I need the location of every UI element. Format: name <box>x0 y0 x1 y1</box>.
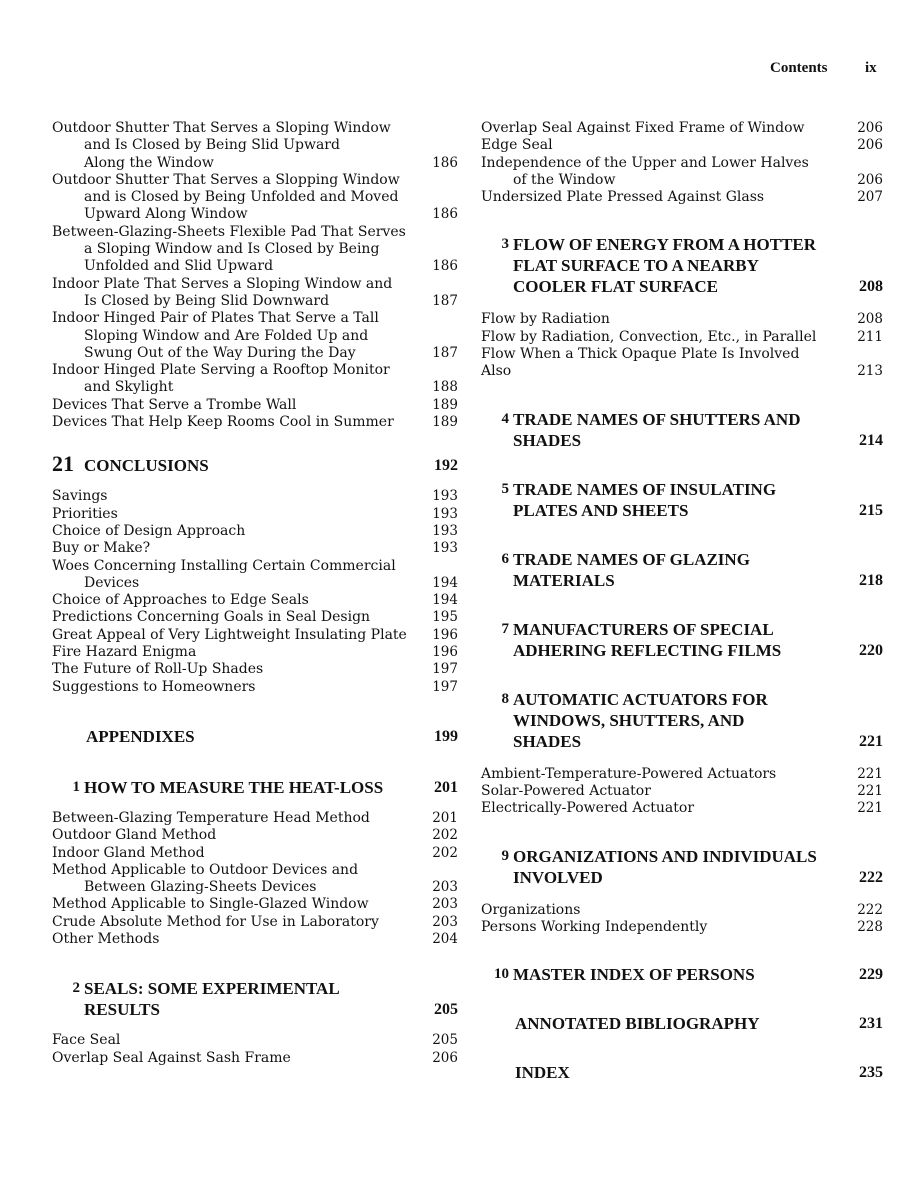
section-title-line: CONCLUSIONS <box>84 456 209 476</box>
section-title-line: TRADE NAMES OF GLAZING <box>513 549 750 569</box>
page-number: 199 <box>434 727 458 745</box>
toc-entry-title-line: Solar-Powered Actuator <box>481 782 651 799</box>
toc-section-heading <box>481 1013 883 1034</box>
toc-entry <box>481 120 883 137</box>
page-number: 197 <box>432 661 458 678</box>
toc-entry-title-line: Overlap Seal Against Fixed Frame of Window <box>481 120 805 136</box>
toc-entry-title-line: Between Glazing-Sheets Devices <box>84 879 317 896</box>
toc-entry-title-line: Persons Working Independently <box>481 918 708 935</box>
toc-entry-title-line: Method Applicable to Outdoor Devices and <box>52 861 359 878</box>
toc-entry-title-line: Devices That Help Keep Rooms Cool in Summer <box>52 414 394 431</box>
toc-entry-title-line: Other Methods <box>52 930 160 947</box>
toc-entry-title-line: Upward Along Window <box>84 206 248 223</box>
toc-entry <box>481 919 883 936</box>
toc-entry <box>52 810 458 827</box>
page-number: 208 <box>859 278 883 296</box>
page-number: 193 <box>432 522 458 539</box>
toc-entry <box>52 661 458 678</box>
toc-entry <box>52 558 458 593</box>
toc-entry-title-line: Swung Out of the Way During the Day <box>84 344 356 361</box>
toc-entry-title-line: Crude Absolute Method for Use in Laboratory <box>52 913 379 930</box>
toc-entry-title-line: Organizations <box>481 901 581 918</box>
toc-entry <box>52 362 458 397</box>
page-number: 221 <box>859 732 883 750</box>
page-number: 193 <box>432 488 458 505</box>
page-number: 193 <box>432 540 458 557</box>
toc-section-heading <box>52 978 458 1020</box>
section-title-line: TRADE NAMES OF INSULATING <box>513 479 777 499</box>
section-title-line: HOW TO MEASURE THE HEAT-LOSS <box>84 777 384 797</box>
section-number: 6 <box>501 550 509 567</box>
section-title-line: INVOLVED <box>513 867 603 887</box>
toc-entry-title-line: Is Closed by Being Slid Downward <box>84 292 330 309</box>
toc-section-heading <box>52 726 458 747</box>
page-number: 203 <box>432 879 458 896</box>
page-number: 206 <box>857 171 883 188</box>
toc-entry-title-line: Predictions Concerning Goals in Seal Design <box>52 609 371 626</box>
section-title-line: SHADES <box>513 430 582 450</box>
toc-entry <box>52 488 458 505</box>
toc-entry <box>52 224 458 276</box>
toc-section-heading <box>481 234 883 297</box>
toc-entry-title-line: Flow by Radiation <box>481 311 610 328</box>
toc-entry-title-line: Edge Seal <box>481 137 553 154</box>
section-title-line: MANUFACTURERS OF SPECIAL <box>513 619 774 639</box>
section-title-line: MASTER INDEX OF PERSONS <box>513 965 755 985</box>
section-title-line: ADHERING REFLECTING FILMS <box>513 640 782 660</box>
toc-entry <box>481 346 883 381</box>
page-number: 205 <box>434 1001 458 1019</box>
toc-entry-title-line: Between-Glazing-Sheets Flexible Pad That Serves <box>52 223 406 240</box>
toc-section-heading <box>481 846 883 888</box>
page-number: 208 <box>857 311 883 328</box>
section-title-line: SEALS: SOME EXPERIMENTAL <box>84 979 340 999</box>
section-number: 8 <box>501 690 509 707</box>
toc-entry-title-line: Flow by Radiation, Convection, Etc., in Parallel <box>481 328 817 345</box>
section-number: 2 <box>72 980 80 997</box>
toc-entry <box>481 902 883 919</box>
toc-section-heading <box>481 689 883 752</box>
header-page-number: ix <box>865 60 877 76</box>
toc-entry <box>52 896 458 913</box>
toc-entry-title-line: and Is Closed by Being Slid Upward <box>84 137 340 154</box>
section-title-line: FLAT SURFACE TO A NEARBY <box>513 256 759 276</box>
page-number: 197 <box>432 678 458 695</box>
toc-entry-title-line: Outdoor Gland Method <box>52 827 217 844</box>
toc-entry-title-line: Great Appeal of Very Lightweight Insulating Plate <box>52 626 407 643</box>
section-number: 4 <box>501 410 509 427</box>
toc-entry-title-line: Choice of Approaches to Edge Seals <box>52 592 309 609</box>
section-title-line: RESULTS <box>84 1000 160 1020</box>
page-number: 202 <box>432 844 458 861</box>
page-number: 205 <box>432 1032 458 1049</box>
toc-entry-title-line: and Skylight <box>84 379 174 396</box>
page-number: 187 <box>432 292 458 309</box>
toc-entry <box>52 506 458 523</box>
toc-entry-title-line: of the Window <box>513 171 616 188</box>
toc-entry <box>52 1032 458 1049</box>
toc-entry <box>52 120 458 172</box>
page-number: 196 <box>432 626 458 643</box>
page-number: 201 <box>434 778 458 796</box>
page-number: 215 <box>859 501 883 519</box>
toc-entry <box>52 644 458 661</box>
toc-entry-title-line: Indoor Hinged Plate Serving a Rooftop Monitor <box>52 362 390 379</box>
page-number: 194 <box>432 574 458 591</box>
toc-entry <box>52 609 458 626</box>
toc-entry-title-line: Outdoor Shutter That Serves a Slopping Window <box>52 171 400 188</box>
toc-entry <box>481 137 883 154</box>
page-number: 222 <box>857 901 883 918</box>
toc-entry <box>52 679 458 696</box>
page-number: 203 <box>432 896 458 913</box>
page-number: 194 <box>432 592 458 609</box>
section-title-line: ANNOTATED BIBLIOGRAPHY <box>515 1014 760 1034</box>
page-number: 189 <box>432 414 458 431</box>
toc-entry-title-line: Indoor Plate That Serves a Sloping Window and <box>52 275 393 292</box>
toc-entry-title-line: Choice of Design Approach <box>52 522 246 539</box>
page-number: 220 <box>859 641 883 659</box>
toc-entry <box>52 397 458 414</box>
page-number: 222 <box>859 868 883 886</box>
page-number: 221 <box>857 765 883 782</box>
toc-entry <box>481 783 883 800</box>
page-number: 231 <box>859 1015 883 1033</box>
toc-entry-title-line: Ambient-Temperature-Powered Actuators <box>481 765 777 782</box>
toc-entry <box>52 540 458 557</box>
header-title: Contents <box>770 60 828 76</box>
page-number: 201 <box>432 809 458 826</box>
toc-entry <box>481 766 883 783</box>
toc-entry-title-line: Buy or Make? <box>52 540 151 557</box>
toc-entry <box>52 523 458 540</box>
page-number: 196 <box>432 644 458 661</box>
toc-entry <box>52 862 458 897</box>
page-number: 187 <box>432 344 458 361</box>
page-number: 206 <box>857 137 883 154</box>
toc-entry-title-line: Sloping Window and Are Folded Up and <box>84 327 369 344</box>
toc-entry-title-line: Method Applicable to Single-Glazed Window <box>52 896 369 913</box>
page-number: 229 <box>859 966 883 984</box>
toc-entry-title-line: Flow When a Thick Opaque Plate Is Involved Also <box>481 346 800 380</box>
toc-section-heading <box>481 1062 883 1083</box>
section-number: 5 <box>501 480 509 497</box>
toc-entry-title-line: a Sloping Window and Is Closed by Being <box>84 241 380 258</box>
section-number: 9 <box>501 847 509 864</box>
section-number: 1 <box>72 778 80 795</box>
toc-entry-title-line: Savings <box>52 488 108 505</box>
toc-entry-title-line: Undersized Plate Pressed Against Glass <box>481 189 765 206</box>
toc-entry-title-line: Between-Glazing Temperature Head Method <box>52 809 370 826</box>
toc-section-heading <box>481 549 883 591</box>
page-number: 204 <box>432 930 458 947</box>
section-number: 7 <box>501 620 509 637</box>
page-number: 206 <box>432 1049 458 1066</box>
section-title-line: INDEX <box>515 1063 570 1083</box>
toc-left-column <box>52 120 458 1067</box>
toc-entry <box>481 329 883 346</box>
section-title-line: WINDOWS, SHUTTERS, AND <box>513 710 745 730</box>
toc-entry-title-line: Independence of the Upper and Lower Halves <box>481 154 809 171</box>
toc-entry-title-line: and is Closed by Being Unfolded and Moved <box>84 189 399 206</box>
page-number: 214 <box>859 431 883 449</box>
page-number: 189 <box>432 396 458 413</box>
toc-entry <box>52 931 458 948</box>
section-title-line: FLOW OF ENERGY FROM A HOTTER <box>513 235 817 255</box>
toc-entry-title-line: Woes Concerning Installing Certain Commercial <box>52 557 396 574</box>
page-number: 228 <box>857 918 883 935</box>
section-number: 10 <box>494 966 509 983</box>
toc-entry <box>52 845 458 862</box>
page-number: 192 <box>434 457 458 475</box>
toc-entry <box>481 311 883 328</box>
toc-entry <box>481 189 883 206</box>
toc-entry-title-line: Priorities <box>52 505 118 522</box>
section-title-line: SHADES <box>513 731 582 751</box>
toc-entry <box>52 414 458 431</box>
toc-entry <box>481 800 883 817</box>
page-number: 206 <box>857 120 883 136</box>
section-number: 21 <box>52 451 74 477</box>
page-number: 213 <box>857 363 883 380</box>
toc-entry-title-line: Indoor Gland Method <box>52 844 205 861</box>
toc-entry-title-line: Suggestions to Homeowners <box>52 678 256 695</box>
toc-section-heading <box>52 451 458 477</box>
page-number: 186 <box>432 154 458 171</box>
page-number: 221 <box>857 782 883 799</box>
page-number: 195 <box>432 609 458 626</box>
toc-entry <box>52 627 458 644</box>
page-number: 186 <box>432 206 458 223</box>
page-number: 186 <box>432 258 458 275</box>
toc-entry-title-line: The Future of Roll-Up Shades <box>52 661 264 678</box>
page-number: 202 <box>432 827 458 844</box>
toc-entry-title-line: Devices <box>84 574 140 591</box>
toc-right-column <box>481 120 883 1097</box>
toc-entry-title-line: Electrically-Powered Actuator <box>481 800 695 817</box>
toc-entry-title-line: Indoor Hinged Pair of Plates That Serve a Tall <box>52 310 379 327</box>
section-title-line: AUTOMATIC ACTUATORS FOR <box>513 689 768 709</box>
page-number: 203 <box>432 913 458 930</box>
toc-entry-title-line: Fire Hazard Enigma <box>52 644 197 661</box>
toc-entry-title-line: Overlap Seal Against Sash Frame <box>52 1049 291 1066</box>
section-number: 3 <box>501 236 509 253</box>
section-title-line: APPENDIXES <box>86 726 195 746</box>
section-title-line: COOLER FLAT SURFACE <box>513 277 718 297</box>
toc-entry-title-line: Face Seal <box>52 1032 121 1049</box>
toc-entry <box>52 592 458 609</box>
toc-entry <box>481 155 883 190</box>
toc-entry <box>52 914 458 931</box>
toc-entry <box>52 276 458 311</box>
toc-entry <box>52 1050 458 1067</box>
toc-entry <box>52 827 458 844</box>
toc-entry <box>52 310 458 362</box>
section-title-line: PLATES AND SHEETS <box>513 500 689 520</box>
section-title-line: MATERIALS <box>513 570 615 590</box>
page-number: 221 <box>857 800 883 817</box>
toc-section-heading <box>481 479 883 521</box>
page-number: 188 <box>432 379 458 396</box>
page-number: 207 <box>857 189 883 206</box>
section-title-line: TRADE NAMES OF SHUTTERS AND <box>513 409 801 429</box>
toc-entry-title-line: Devices That Serve a Trombe Wall <box>52 396 297 413</box>
toc-entry-title-line: Outdoor Shutter That Serves a Sloping Window <box>52 120 391 136</box>
page-number: 211 <box>857 328 883 345</box>
toc-entry <box>52 172 458 224</box>
toc-entry-title-line: Along the Window <box>84 154 214 171</box>
toc-section-heading <box>481 409 883 451</box>
toc-section-heading <box>481 964 883 985</box>
toc-section-heading <box>481 619 883 661</box>
page-number: 193 <box>432 505 458 522</box>
page-number: 235 <box>859 1064 883 1082</box>
toc-entry-title-line: Unfolded and Slid Upward <box>84 258 274 275</box>
page-number: 218 <box>859 571 883 589</box>
section-title-line: ORGANIZATIONS AND INDIVIDUALS <box>513 846 817 866</box>
toc-section-heading <box>52 777 458 798</box>
